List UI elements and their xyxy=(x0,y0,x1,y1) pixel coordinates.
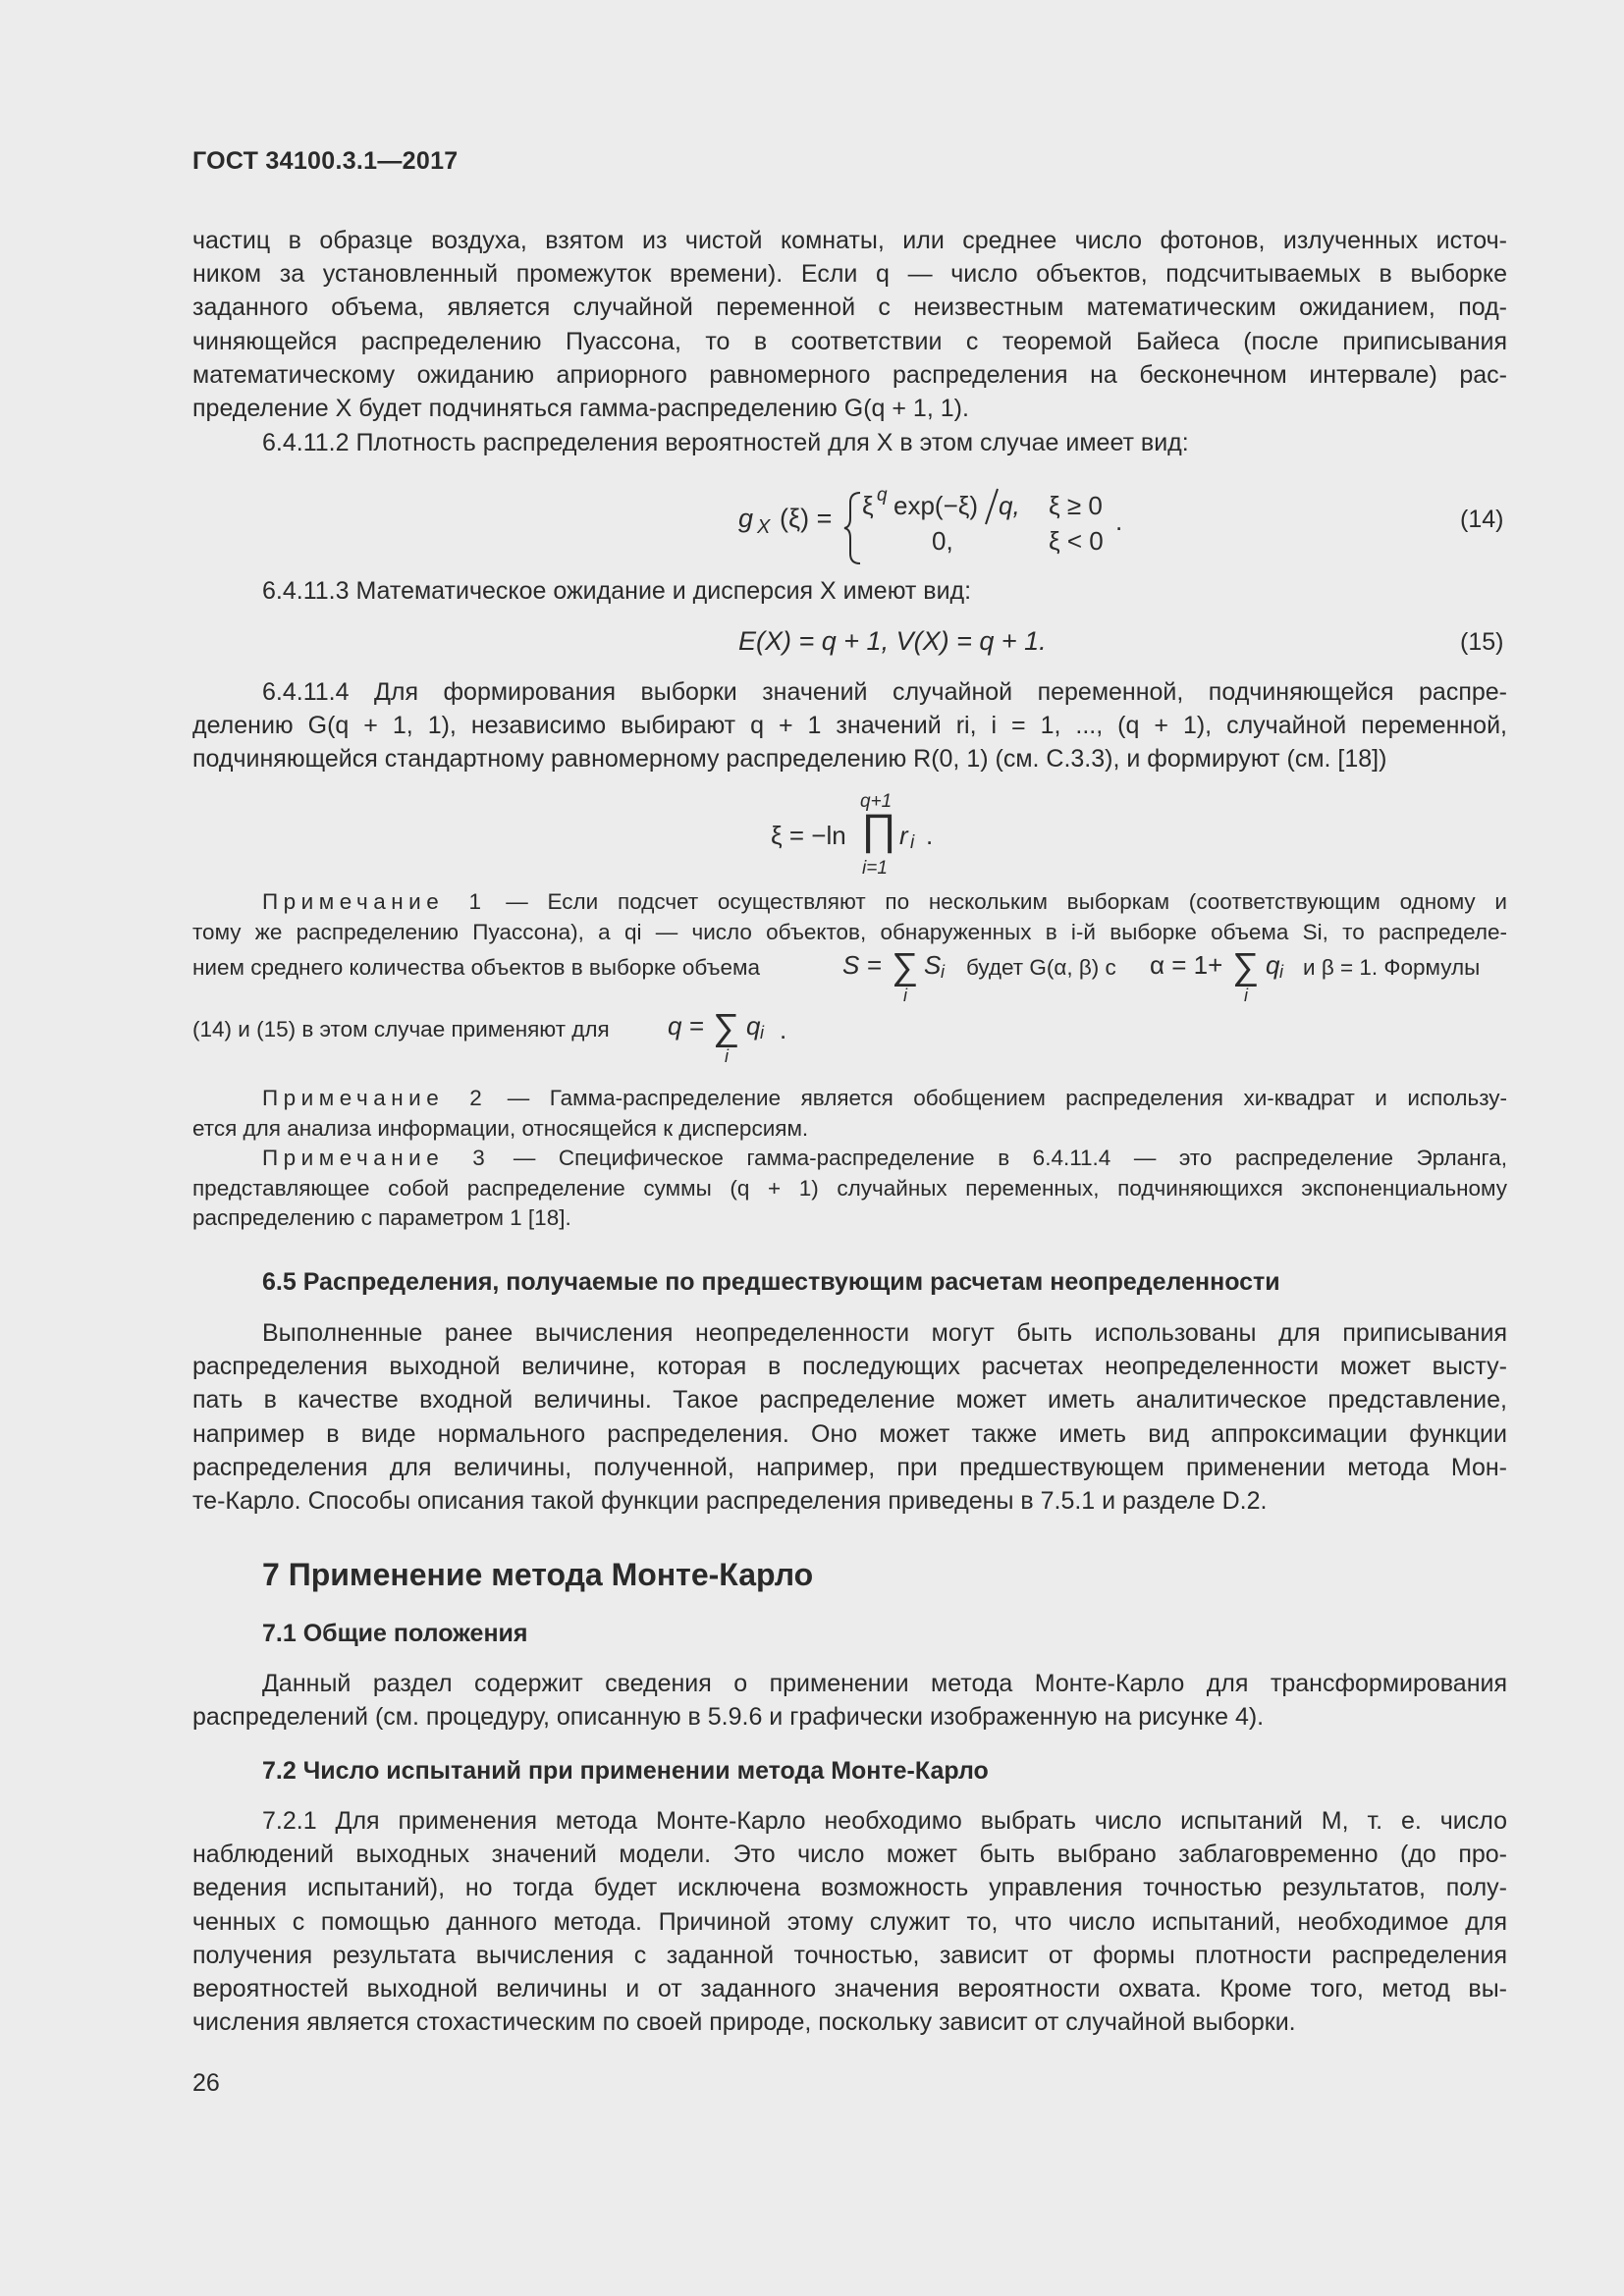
text-line: ченных с помощью данного метода. Причиной этому служит то, что число испытаний, необходимое для xyxy=(192,1907,1507,1936)
note-1-line-2: тому же распределению Пуассона), а qi — число объектов, обнаруженных в i-й выборке объема Si, то распределе- xyxy=(192,919,1507,944)
text-line: распределения выходной величине, которая в последующих расчетах неопределенности может высту- xyxy=(192,1353,1507,1381)
section-7-2-heading: 7.2 Число испытаний при применении метода Монте-Карло xyxy=(262,1757,989,1785)
eq-xi-upper: q+1 xyxy=(860,791,893,812)
equation-15 xyxy=(738,626,1524,662)
note-3-line-2: представляющее собой распределение суммы (q + 1) случайных переменных, подчиняющихся экспоненциальному xyxy=(192,1175,1507,1201)
eq14-lhs-sub: X xyxy=(757,516,771,538)
text-line: 6.4.11.2 Плотность распределения вероятностей для X в этом случае имеет вид: xyxy=(262,429,1189,456)
eq-xi-lhs: ξ = −ln xyxy=(771,821,846,850)
clause-6-4-11-3 xyxy=(192,574,1507,608)
text-line: наблюдений выходных значений модели. Это число может быть выбрано заблаговременно (до про- xyxy=(192,1841,1507,1869)
text-line: числения является стохастическим по своей природе, поскольку зависит от случайной выборки. xyxy=(192,2008,1296,2037)
eq-xi-var: r xyxy=(899,821,908,850)
note-3 xyxy=(192,1144,1507,1234)
page-number: 26 xyxy=(192,2069,220,2097)
eq-xi-end: . xyxy=(926,821,934,850)
text-line: делению G(q + 1, 1), независимо выбирают q + 1 значений ri, i = 1, ..., (q + 1), случайной переменной, xyxy=(192,712,1507,740)
eq-xi-lower: i=1 xyxy=(862,858,888,879)
sum-index: i xyxy=(1244,986,1248,1005)
note-1 xyxy=(192,887,1507,947)
text-line: подчиняющейся стандартному равномерному распределению R(0, 1) (см. С.3.3), и формируют (см. [18]) xyxy=(192,745,1387,774)
eq14-lhs-arg: (ξ) = xyxy=(780,504,833,533)
eq14-case1-sup: q xyxy=(877,485,888,506)
sum-symbol: ∑ xyxy=(713,1007,740,1048)
clause-6-4-11-2 xyxy=(192,426,1507,459)
note-1-line-3 xyxy=(192,946,1507,1009)
sum-index: i xyxy=(725,1046,729,1066)
eq14-end: . xyxy=(1115,507,1123,536)
text-line: 7.2.1 Для применения метода Монте-Карло необходимо выбрать число испытаний M, т. е. число xyxy=(262,1807,1507,1835)
section-7-1-paragraph xyxy=(192,1667,1507,1734)
intro-paragraph xyxy=(192,224,1507,425)
text-line: ником за установленный промежуток времени). Если q — число объектов, подсчитываемых в выборке xyxy=(192,260,1507,289)
formula-S: S = xyxy=(842,950,882,980)
text-line: вероятностей выходной величины и от заданного значения вероятности охвата. Кроме того, метод вы- xyxy=(192,1975,1507,2003)
section-7-2-paragraph xyxy=(192,1804,1507,2039)
text-line: распределений (см. процедуру, описанную в 5.9.6 и графически изображенную на рисунке 4). xyxy=(192,1703,1265,1732)
text-line: пать в качестве входной величины. Такое распределение может иметь аналитическое представление, xyxy=(192,1386,1507,1415)
text-line: чиняющейся распределению Пуассона, то в соответствии с теоремой Байеса (после приписывания xyxy=(192,327,1507,355)
formula-alpha: α = 1+ xyxy=(1150,950,1223,980)
section-6-5-heading: 6.5 Распределения, получаемые по предшествующим расчетам неопределенности xyxy=(262,1268,1280,1296)
note-2-line-1 xyxy=(192,1084,1507,1114)
document-header: ГОСТ 34100.3.1—2017 xyxy=(192,147,459,175)
note-text: и β = 1. Формулы xyxy=(1303,955,1481,980)
note-3-line-3: распределению с параметром 1 [18]. xyxy=(192,1205,571,1230)
eq14-case2-val: 0, xyxy=(932,526,953,556)
eq14-case1-xi: ξ xyxy=(862,491,874,520)
formula-q-sub: i xyxy=(1279,962,1283,982)
formula-Si-sub: i xyxy=(941,962,945,982)
sum-index: i xyxy=(903,986,907,1005)
text-line: те-Карло. Способы описания такой функции распределения приведены в 7.5.1 и разделе D.2. xyxy=(192,1487,1268,1516)
formula-end: . xyxy=(780,1015,787,1044)
clause-6-4-11-4 xyxy=(192,675,1507,776)
eq15-number: (15) xyxy=(1460,628,1504,656)
text-line: частиц в образце воздуха, взятом из чистой комнаты, или среднее число фотонов, излученных источ- xyxy=(192,227,1507,254)
note-2 xyxy=(192,1084,1507,1144)
eq14-case2-cond: ξ < 0 xyxy=(1049,526,1104,556)
formula-q-sum: q = xyxy=(668,1011,704,1041)
text-line: Выполненные ранее вычисления неопределенности могут быть использованы для приписывания xyxy=(262,1319,1507,1347)
section-6-5-paragraph xyxy=(192,1316,1507,1518)
note-text: нием среднего количества объектов в выборке объема xyxy=(192,955,761,980)
text-line: пределение X будет подчиняться гамма-распределению G(q + 1, 1). xyxy=(192,395,969,423)
note-1-line-4 xyxy=(192,1007,1076,1070)
note-3-line-1 xyxy=(192,1144,1507,1174)
note-1-label: Примечание 1 xyxy=(262,889,487,914)
note-text: будет G(α, β) с xyxy=(966,955,1116,980)
eq14-slash xyxy=(984,487,1000,526)
eq-xi-sub: i xyxy=(910,832,915,853)
text-line: 6.4.11.3 Математическое ожидание и дисперсия X имеют вид: xyxy=(262,577,972,605)
text-line: заданного объема, является случайной переменной с неизвестным математическим ожиданием, под- xyxy=(192,294,1507,322)
text-line: например в виде нормального распределения. Оно может также иметь вид аппроксимации функции xyxy=(192,1419,1507,1448)
text-line: ведения испытаний), но тогда будет исключена возможность управления точностью результатов, полу- xyxy=(192,1874,1507,1902)
note-text: — Гамма-распределение является обобщением распределения хи-квадрат и использу- xyxy=(507,1086,1507,1110)
eq14-lhs: g xyxy=(738,504,754,533)
note-text: (14) и (15) в этом случае применяют для xyxy=(192,1017,610,1041)
formula-q-sub: i xyxy=(760,1023,764,1042)
formula-q: q xyxy=(1266,950,1280,980)
eq14-case1-div: q, xyxy=(999,491,1020,520)
text-line: Данный раздел содержит сведения о применении метода Монте-Карло для трансформирования xyxy=(262,1670,1507,1697)
eq-xi-product: ∏ xyxy=(861,806,897,854)
section-7-heading: 7 Применение метода Монте-Карло xyxy=(262,1557,814,1592)
sum-symbol: ∑ xyxy=(1232,946,1260,988)
text-line: получения результата вычисления с заданной точностью, зависит от формы плотности распределения xyxy=(192,1941,1507,1969)
eq15-text: E(X) = q + 1, V(X) = q + 1. xyxy=(738,626,1047,656)
note-text: — Если подсчет осуществляют по нескольким выборкам (соответствующим одному и xyxy=(506,889,1507,914)
formula-Si: S xyxy=(924,950,942,980)
sum-symbol: ∑ xyxy=(892,946,919,988)
note-1-line-1 xyxy=(192,887,1507,918)
formula-q: q xyxy=(746,1011,761,1041)
text-line: 6.4.11.4 Для формирования выборки значений случайной переменной, подчиняющейся распре- xyxy=(262,678,1507,706)
note-3-label: Примечание 3 xyxy=(262,1146,491,1170)
section-7-1-heading: 7.1 Общие положения xyxy=(262,1620,528,1647)
note-2-line-2: ется для анализа информации, относящейся к дисперсиям. xyxy=(192,1115,809,1141)
equation-xi xyxy=(771,791,967,880)
note-text: — Специфическое гамма-распределение в 6.4.11.4 — это распределение Эрланга, xyxy=(513,1146,1507,1170)
eq14-brace xyxy=(842,491,864,565)
equation-14 xyxy=(738,485,1524,569)
text-line: распределения для величины, полученной, например, при предшествующем применении метода Мон- xyxy=(192,1453,1507,1481)
eq14-case1-cond: ξ ≥ 0 xyxy=(1049,491,1103,520)
note-2-label: Примечание 2 xyxy=(262,1086,488,1110)
eq14-case1-exp: exp(−ξ) xyxy=(893,491,979,520)
eq14-number: (14) xyxy=(1460,506,1504,533)
text-line: математическому ожиданию априорного равномерного распределения на бесконечном интервале) рас- xyxy=(192,360,1507,389)
